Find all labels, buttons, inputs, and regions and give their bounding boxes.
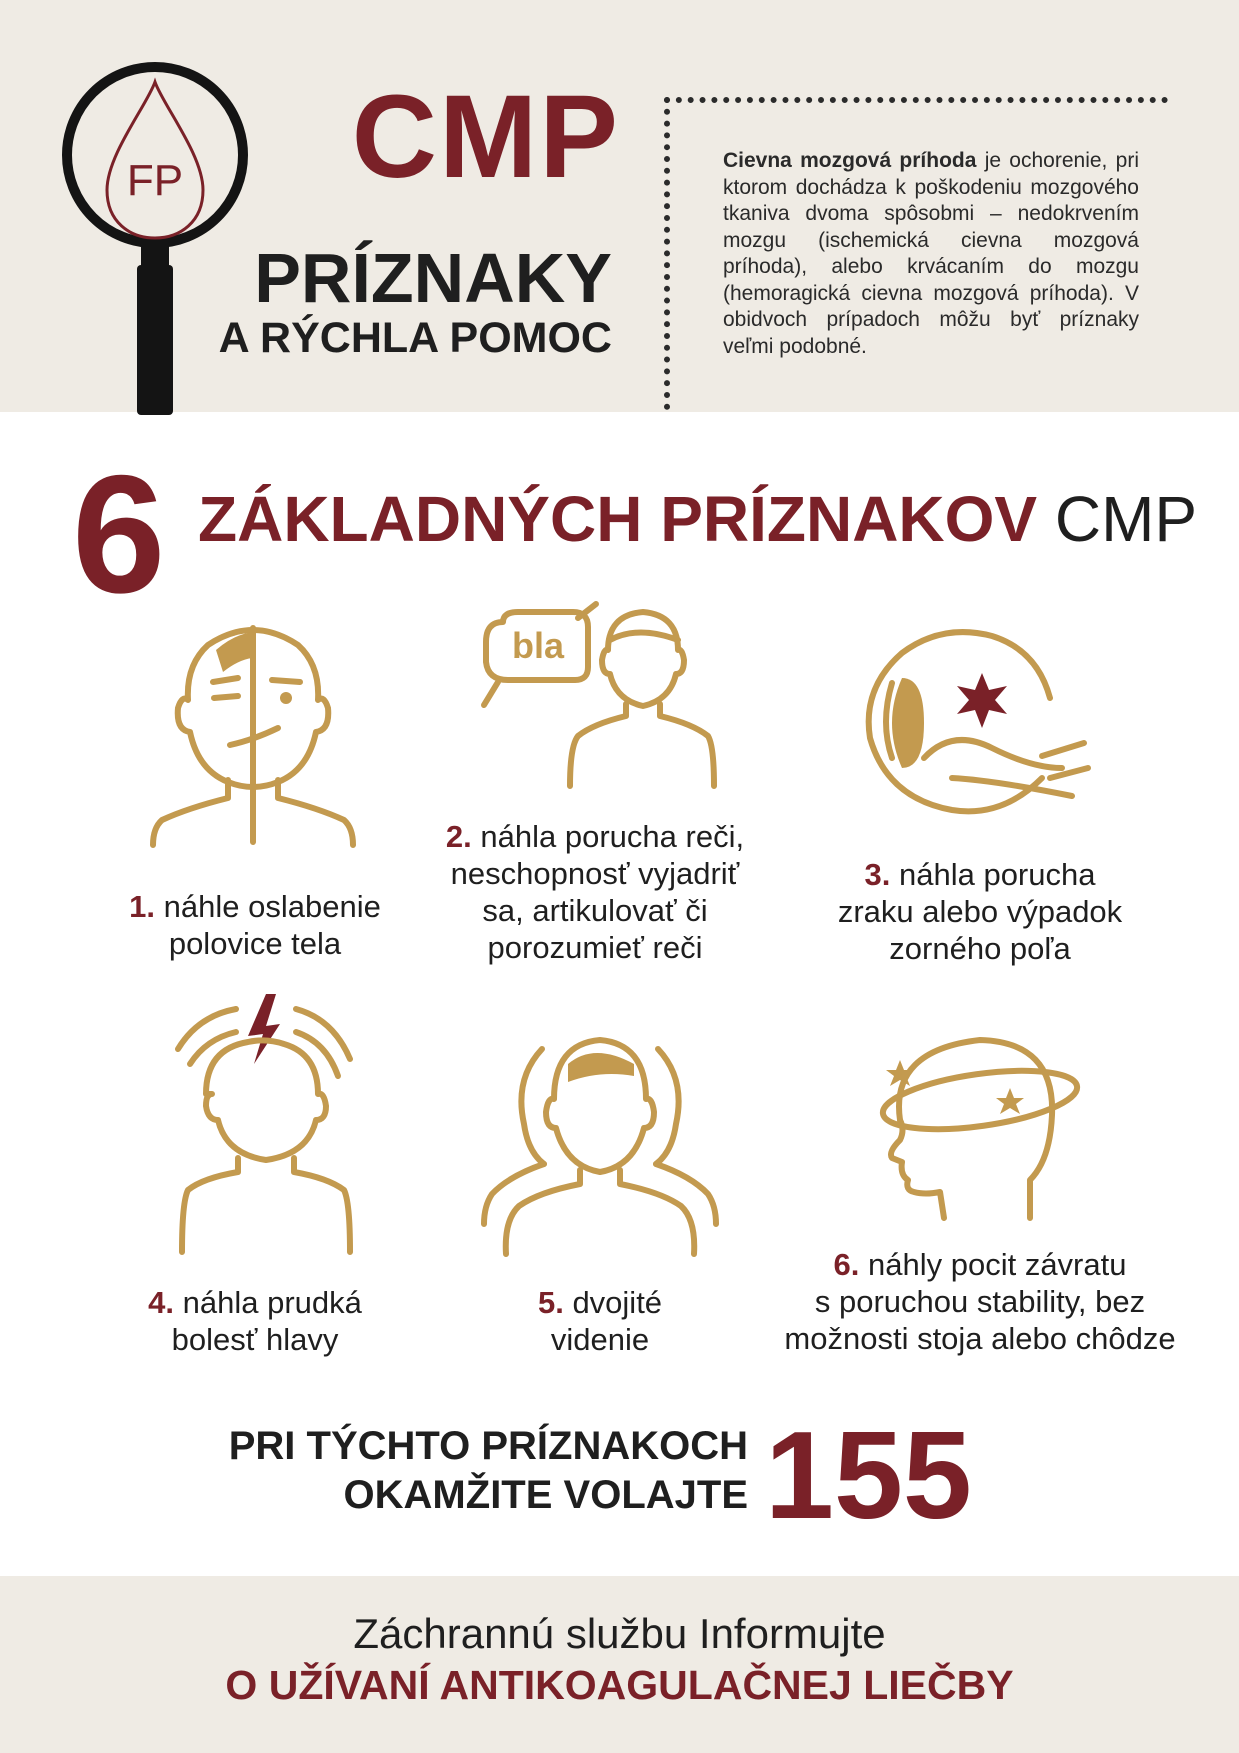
emergency-number: 155 (765, 1407, 972, 1545)
symptom-6-number: 6. (833, 1247, 860, 1282)
intro-bold: Cievna mozgová príhoda (723, 149, 977, 172)
eye-vision-icon (862, 628, 1092, 818)
symptom-5-line2: videnie (550, 1322, 650, 1357)
symptom-3 (790, 856, 1170, 967)
symptom-1 (100, 888, 410, 962)
footer-line2: O UŽÍVANÍ ANTIKOAGULAČNEJ LIEČBY (225, 1662, 1014, 1708)
footer-line1: Záchrannú službu Informujte (353, 1610, 886, 1657)
subtitle-line1: PRÍZNAKY (254, 239, 612, 317)
logo-letters: FP (126, 156, 184, 205)
symptom-6-line1: náhly pocit závratu (868, 1247, 1127, 1282)
symptoms-heading-thin: CMP (1054, 483, 1198, 555)
symptom-5 (470, 1284, 730, 1358)
speech-bubble-text: bla (511, 625, 565, 666)
symptom-2-line4: porozumieť reči (487, 930, 703, 965)
call-instruction (220, 1422, 748, 1520)
half-face-weakness-icon (148, 620, 358, 850)
page-title: CMP (351, 71, 620, 203)
symptom-3-number: 3. (864, 857, 891, 892)
speech-disorder-icon (478, 600, 718, 790)
intro-paragraph (723, 148, 1139, 360)
symptom-4-number: 4. (148, 1285, 174, 1320)
symptom-5-line1: dvojité (572, 1285, 663, 1320)
headache-icon (178, 994, 354, 1254)
symptom-5-number: 5. (537, 1285, 564, 1320)
symptom-2-line1: náhla porucha reči, (480, 819, 745, 854)
symptoms-heading (198, 483, 1198, 555)
symptom-3-line1: náhla porucha (898, 857, 1096, 892)
symptom-2-line3: sa, artikulovať či (482, 893, 708, 928)
dizziness-icon (880, 1030, 1080, 1220)
symptoms-count: 6 (72, 440, 166, 628)
subtitle-line2: A RÝCHLA POMOC (218, 314, 612, 362)
symptom-3-line2: zraku alebo výpadok (837, 894, 1123, 929)
symptom-4-line1: náhla prudká (182, 1285, 362, 1320)
symptom-1-line1: náhle oslabenie (163, 889, 381, 924)
symptom-6 (765, 1246, 1195, 1357)
symptom-2 (410, 818, 780, 966)
symptoms-heading-bold: ZÁKLADNÝCH PRÍZNAKOV (198, 483, 1038, 555)
symptom-2-line2: neschopnosť vyjadriť (450, 856, 740, 891)
symptom-4-line2: bolesť hlavy (171, 1322, 339, 1357)
symptom-4 (110, 1284, 400, 1358)
symptom-6-line3: možnosti stoja alebo chôdze (784, 1321, 1176, 1356)
call-line1: PRI TÝCHTO PRÍZNAKOCH (228, 1424, 748, 1468)
call-line2: OKAMŽITE VOLAJTE (343, 1473, 748, 1517)
intro-text: je ochorenie, pri ktorom dochádza k poškodeniu mozgového tkaniva dvoma spôsobmi – nedokrvením mozgu (ischemická cievna mozgová príhoda), alebo krvácaním do mozgu (hemoragická cievna mozgová príhoda). V obidvoch prípadoch môžu byť príznaky veľmi podobné. (723, 149, 1139, 358)
symptom-3-line3: zorného poľa (889, 931, 1071, 966)
double-vision-icon (484, 1024, 716, 1256)
symptom-1-number: 1. (129, 889, 156, 924)
symptom-1-line2: polovice tela (168, 926, 342, 961)
symptom-6-line2: s poruchou stability, bez (814, 1284, 1146, 1319)
symptom-2-number: 2. (445, 819, 472, 854)
